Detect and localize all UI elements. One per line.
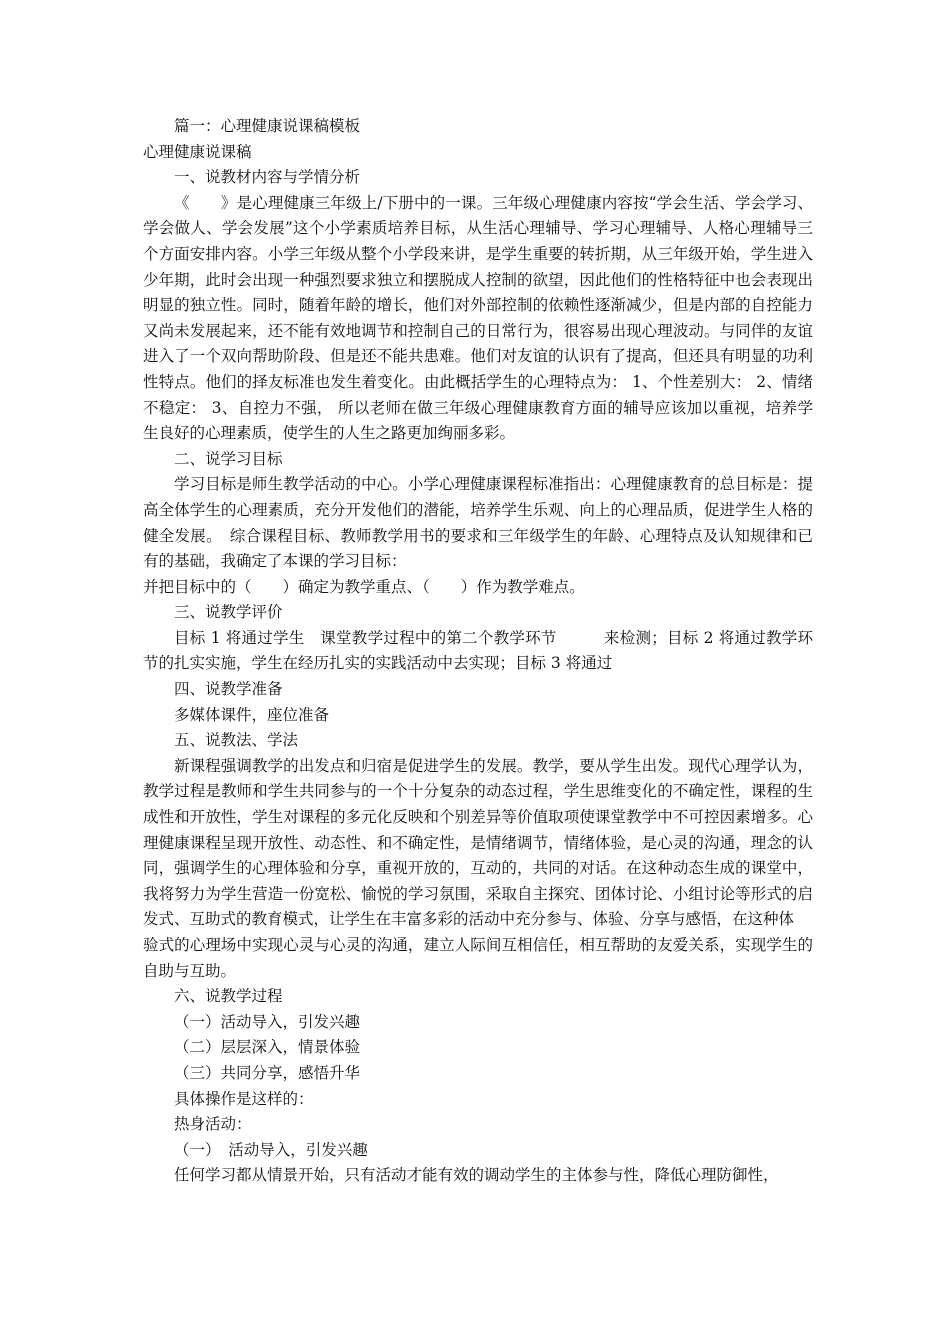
section-6-step1: （一） 活动导入，引发兴趣 [174,1140,368,1159]
section-1-paragraph: 《 》是心理健康三年级上/下册中的一课。三年级心理健康内容按“学会生活、学会学习、学会做人、学会发展”这个小学素质培养目标，从生活心理辅导、学习心理辅导、人格心理辅导三个方面安排内容。小学三年级从整个小学段来讲，是学生重要的转折期，从三年级开始，学生进入少年期，此时会出现一种强烈要求独立和摆脱成人控制的欲望，因此他们的性格特征中也会表现出明显的独立性。同时，随着年龄的增长，他们对外部控制的依赖性逐渐减少，但是内部的自控能力又尚未发展起来，还不能有效地调节和控制自己的日常行为，很容易出现心理波动。与同伴的友谊进入了一个双向帮助阶段、但是还不能共患难。他们对友谊的认识有了提高，但还具有明显的功利性特点。他们的择友标准也发生着变化。由此概括学生的心理特点为： 1、个性差别大： 2、情绪不稳定： 3、自控力不强， 所以老师在做三年级心理健康教育方面的辅导应该加以重视，培养学生良好的心理素质，使学生的人生之路更加绚丽多彩。 [143,193,813,443]
section-2-line: 并把目标中的（ ）确定为教学重点、（ ）作为教学难点。 [143,577,585,596]
section-2-paragraph: 学习目标是师生教学活动的中心。小学心理健康课程标准指出：心理健康教育的总目标是：提高全体学生的心理素质，充分开发他们的潜能，培养学生乐观、向上的心理品质，促进学生人格的健全发展。 综合课程目标、教师教学用书的要求和三年级学生的年龄、心理特点及认知规律和已有的基础，我确定了本课的学习目标： [143,475,813,571]
section-1-heading: 一、说教材内容与学情分析 [174,168,361,187]
section-5-paragraph: 新课程强调教学的出发点和归宿是促进学生的发展。教学，要从学生出发。现代心理学认为，教学过程是教师和学生共同参与的一个十分复杂的动态过程，学生思维变化的不确定性，课程的生成性和开放性，学生对课程的多元化反映和个别差异等价值取项使课堂教学中不可控因素增多。心理健康课程呈现开放性、动态性、和不确定性，是情绪调节，情绪体验，是心灵的沟通，理念的认同，强调学生的心理体验和分享，重视开放的，互动的，共同的对话。在这种动态生成的课堂中，我将努力为学生营造一份宽松、愉悦的学习氛围，采取自主探究、团体讨论、小组讨论等形式的启发式、互助式的教育模式，让学生在丰富多彩的活动中充分参与、体验、分享与感悟，在这种体 [143,756,813,929]
section-4-line: 多媒体课件，座位准备 [174,705,330,724]
section-6-paragraph: 任何学习都从情景开始，只有活动才能有效的调动学生的主体参与性，降低心理防御性， [174,1166,779,1185]
section-4-heading: 四、说教学准备 [174,680,283,699]
section-3-heading: 三、说教学评价 [174,603,283,622]
section-5-heading: 五、说教法、学法 [174,731,299,750]
section-6-detail: 具体操作是这样的： [174,1089,314,1108]
section-6-step: （一）活动导入，引发兴趣 [174,1012,361,1031]
document-page [143,114,813,1189]
section-5-paragraph-cont: 验式的心理场中实现心灵与心灵的沟通，建立人际间互相信任，相互帮助的友爱关系，实现学生的自助与互助。 [143,936,813,980]
section-6-warmup: 热身活动： [174,1115,252,1134]
doc-subtitle: 心理健康说课稿 [143,142,252,161]
section-6-step: （三）共同分享，感悟升华 [174,1063,361,1082]
section-6-heading: 六、说教学过程 [174,987,283,1006]
section-2-heading: 二、说学习目标 [174,449,283,468]
section-6-step: （二）层层深入，情景体验 [174,1038,361,1057]
doc-title: 篇一：心理健康说课稿模板 [174,117,361,135]
section-3-paragraph: 目标 1 将通过学生 课堂教学过程中的第二个教学环节 来检测；目标 2 将通过教学环节的扎实实施，学生在经历扎实的实践活动中去实现；目标 3 将通过 [143,628,813,673]
